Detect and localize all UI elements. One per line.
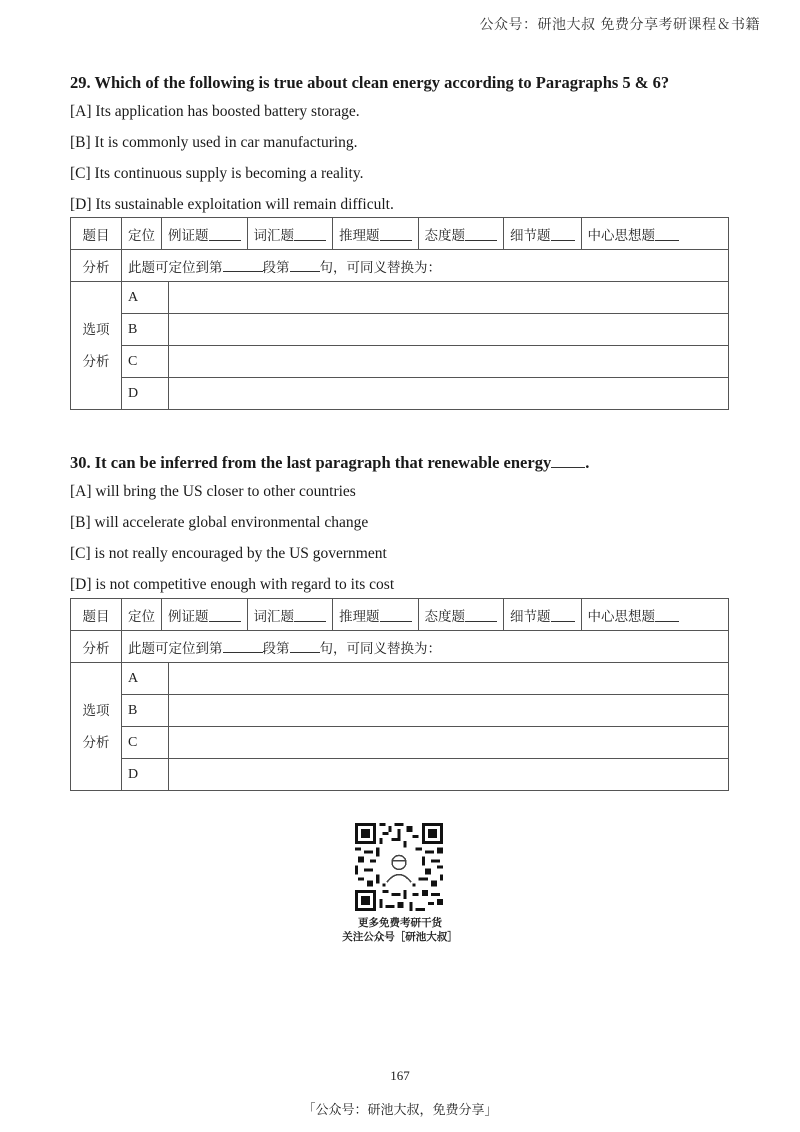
type-vocab: 词汇题 [248, 599, 334, 630]
type-inference: 推理题 [333, 599, 419, 630]
type-example: 例证题 [162, 599, 248, 630]
page-footer: 「公众号：研池大叔，免费分享」 [302, 1103, 498, 1118]
type-attitude: 态度题 [419, 599, 505, 630]
question-type-row [122, 218, 729, 250]
question-type-row [122, 599, 729, 631]
option-letter-d: D [122, 378, 169, 410]
option-analysis-cell[interactable] [169, 346, 729, 378]
type-detail: 细节题 [504, 218, 582, 249]
option-c: [C] Its continuous supply is becoming a reality. [70, 165, 364, 182]
option-letter-a: A [122, 282, 169, 314]
option-analysis-cell[interactable] [169, 282, 729, 314]
question-title: 29. Which of the following is true about clean energy according to Paragraphs 5 & 6? [70, 73, 670, 92]
type-detail: 细节题 [504, 599, 582, 630]
analysis-table-29 [70, 217, 729, 410]
type-locate: 定位 [122, 599, 162, 630]
option-c: [C] is not really encouraged by the US government [70, 545, 387, 562]
locate-row: 此题可定位到第 段第 句，可同义替换为： [122, 250, 729, 282]
option-analysis-cell[interactable] [169, 378, 729, 410]
type-locate: 定位 [122, 218, 162, 249]
row-label-question-type: 题目 [71, 599, 122, 631]
option-letter-d: D [122, 759, 169, 791]
option-d: [D] is not competitive enough with regard to its cost [70, 576, 395, 593]
option-analysis-cell[interactable] [169, 695, 729, 727]
locate-row: 此题可定位到第 段第 句，可同义替换为： [122, 631, 729, 663]
type-inference: 推理题 [333, 218, 419, 249]
type-vocab: 词汇题 [248, 218, 334, 249]
option-letter-b: B [122, 695, 169, 727]
option-letter-a: A [122, 663, 169, 695]
option-analysis-cell[interactable] [169, 727, 729, 759]
qr-code-image [355, 823, 443, 911]
analysis-table-30 [70, 598, 729, 791]
option-analysis-cell[interactable] [169, 663, 729, 695]
option-analysis-label: 选项 分析 [71, 282, 122, 410]
row-label-question-type: 题目 [71, 218, 122, 250]
option-analysis-cell[interactable] [169, 759, 729, 791]
option-letter-c: C [122, 346, 169, 378]
option-letter-c: C [122, 727, 169, 759]
option-b: [B] It is commonly used in car manufacturing. [70, 134, 358, 151]
page-header: 公众号：研池大叔 免费分享考研课程＆书籍 [479, 17, 760, 33]
option-analysis-cell[interactable] [169, 314, 729, 346]
type-main-idea: 中心思想题 [582, 599, 686, 630]
row-label-analysis: 分析 [71, 631, 122, 663]
option-b: [B] will accelerate global environmental change [70, 514, 369, 531]
option-d: [D] Its sustainable exploitation will remain difficult. [70, 196, 394, 213]
question-30 [70, 450, 730, 600]
option-letter-b: B [122, 314, 169, 346]
row-label-analysis: 分析 [71, 250, 122, 282]
type-main-idea: 中心思想题 [582, 218, 686, 249]
option-a: [A] will bring the US closer to other countries [70, 483, 356, 500]
qr-caption: 更多免费考研干货 关注公众号［研池大叔］ [342, 917, 458, 943]
type-attitude: 态度题 [419, 218, 505, 249]
type-example: 例证题 [162, 218, 248, 249]
question-29 [70, 70, 730, 220]
option-analysis-label: 选项 分析 [71, 663, 122, 791]
page-number: 167 [390, 1068, 410, 1083]
option-a: [A] Its application has boosted battery storage. [70, 103, 360, 120]
question-title: 30. It can be inferred from the last paragraph that renewable energy . [70, 453, 590, 472]
